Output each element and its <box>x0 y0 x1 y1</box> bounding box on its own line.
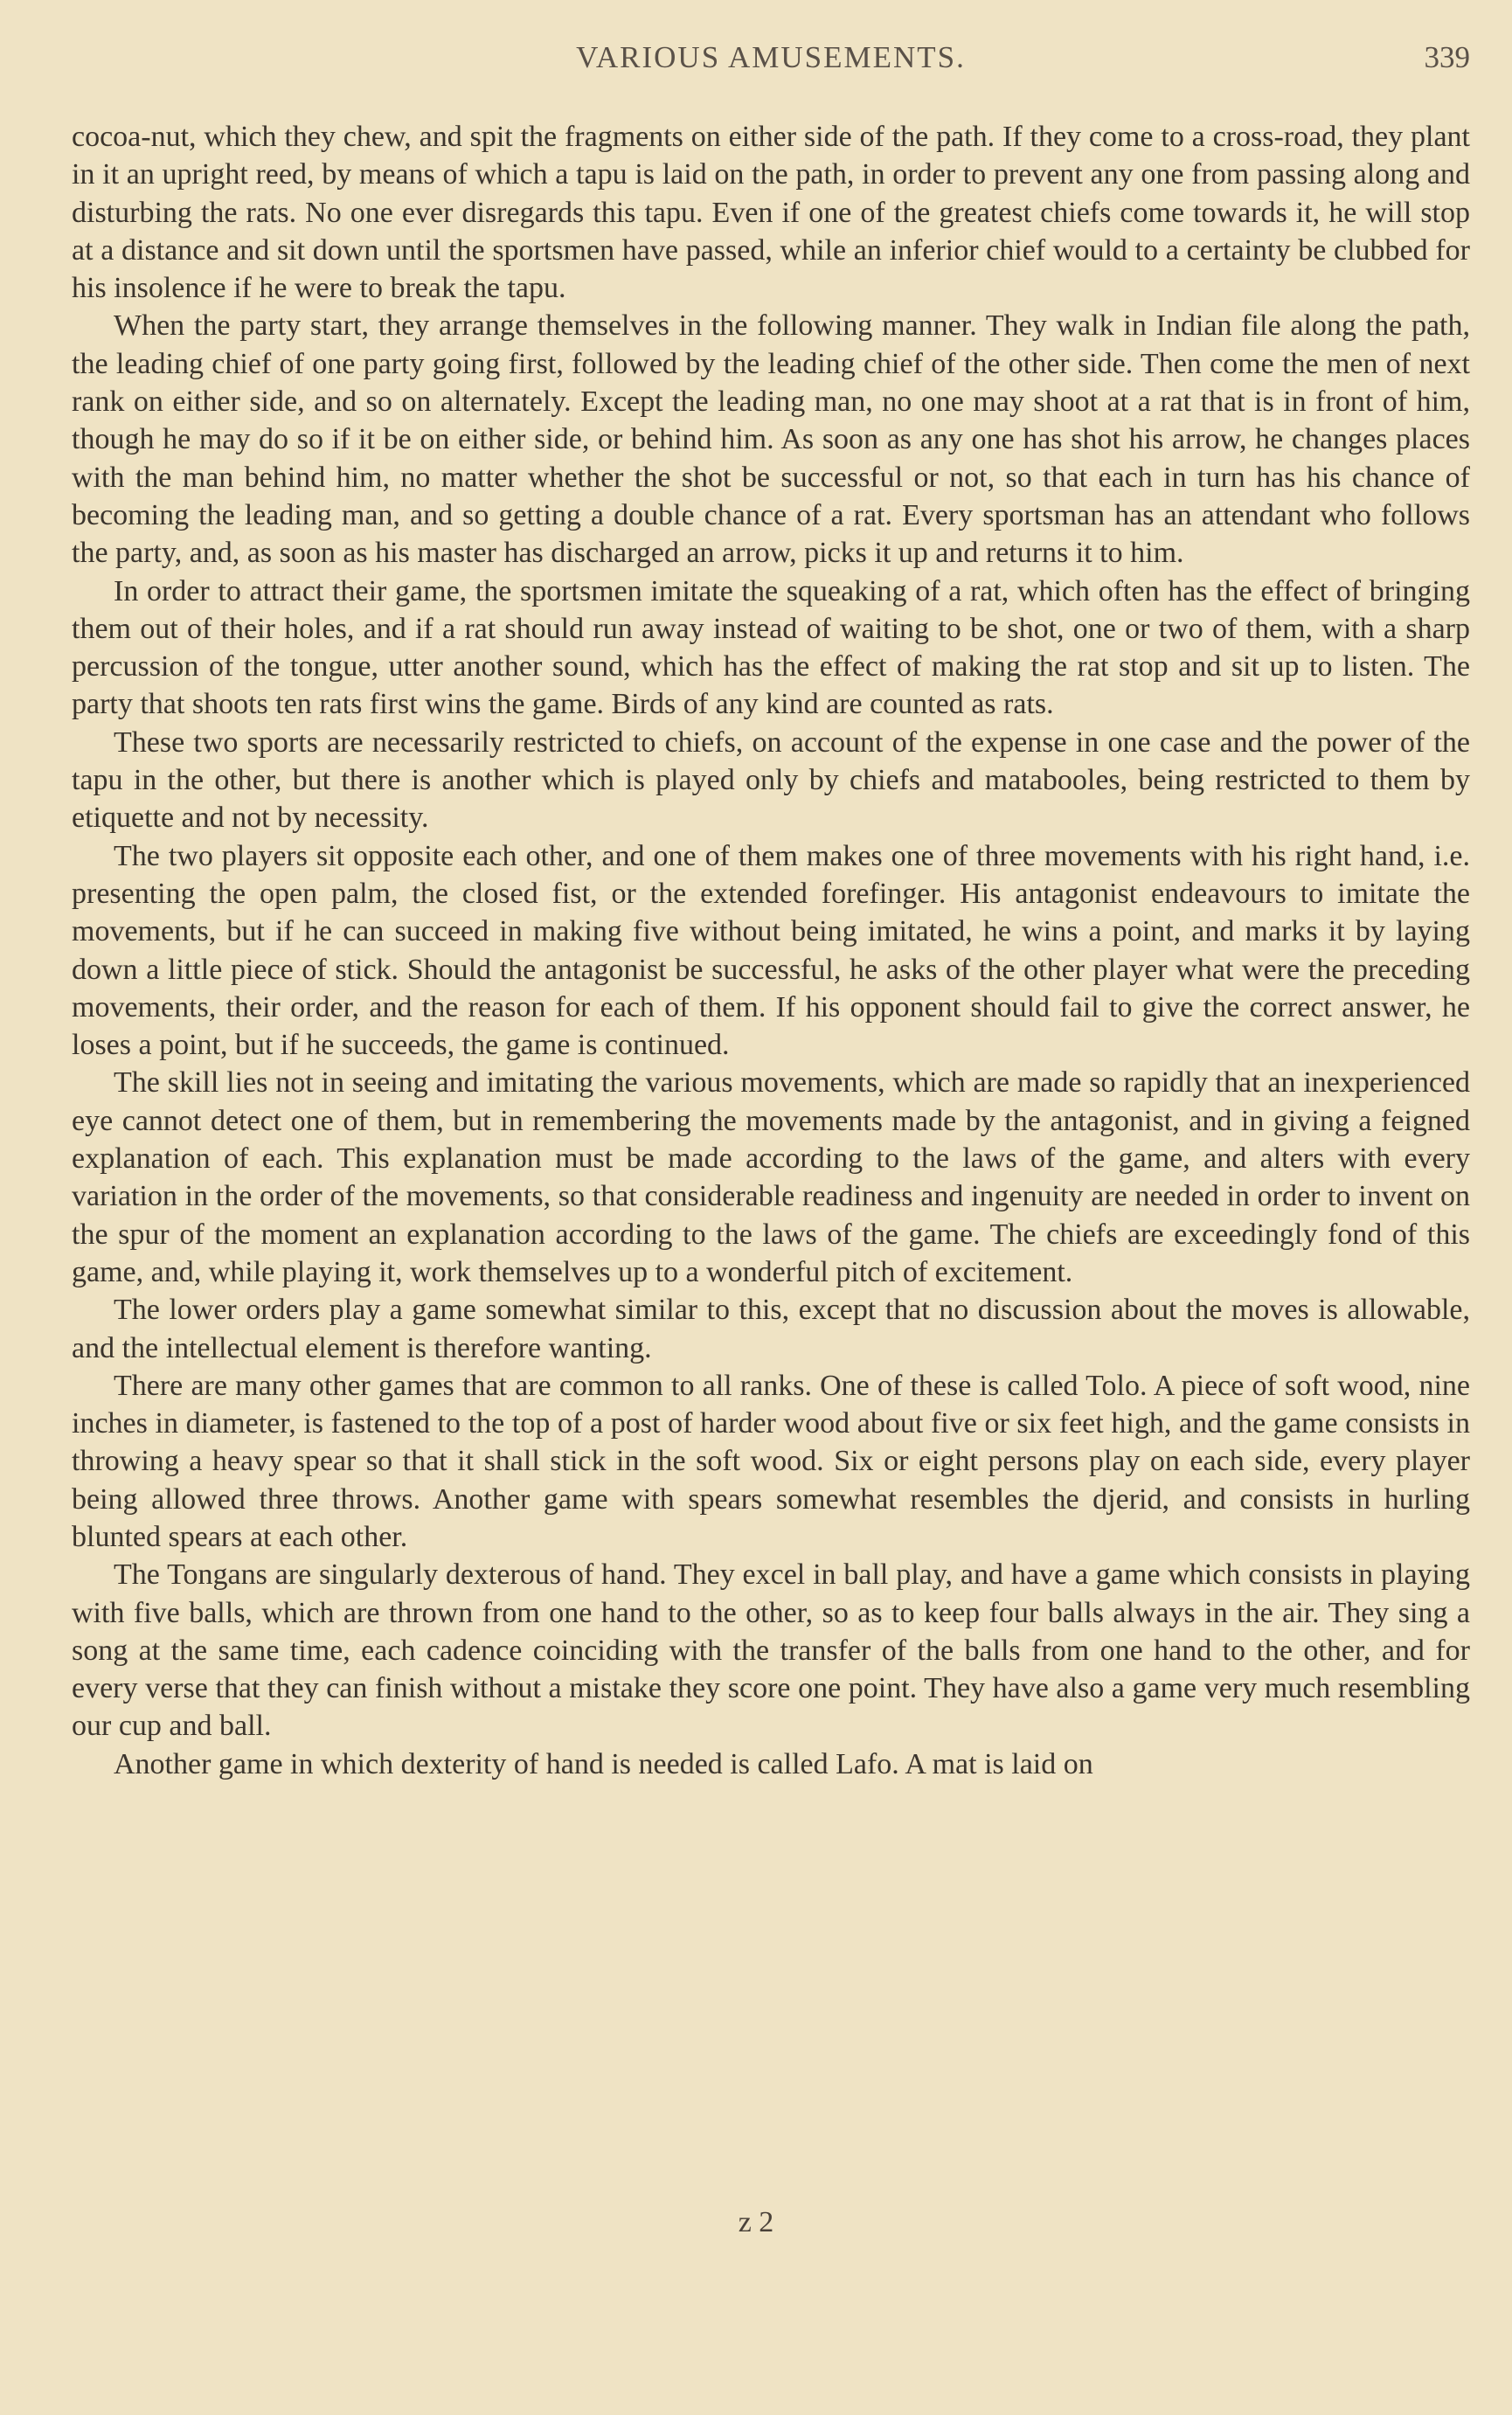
signature-mark: z 2 <box>738 2206 774 2238</box>
paragraph: The lower orders play a game somewhat similar to this, except that no discussion about the moves is allowable, and the intellectual element is therefore wanting. <box>72 1294 1470 1364</box>
running-head: VARIOUS AMUSEMENTS. <box>576 40 966 74</box>
paragraph: The Tongans are singularly dexterous of hand. They excel in ball play, and have a game which consists in playing with five balls, which are thrown from one hand to the other, so as to keep four balls always in the air. They sing a song at the same time, each cadence coinciding with the transfer of the balls from one hand to the other, and for every verse that they can finish without a mistake they score one point. They have also a game very much resembling our cup and ball. <box>72 1558 1470 1743</box>
paragraph: There are many other games that are common to all ranks. One of these is called Tolo. A piece of soft wood, nine inches in diameter, is fastened to the top of a post of harder wood about five or six feet high, and the game consists in throwing a heavy spear so that it shall stick in the soft wood. Six or eight persons play on each side, every player being allowed three throws. Another game with spears somewhat resembles the djerid, and consists in hurling blunted spears at each other. <box>72 1369 1470 1553</box>
paragraph: In order to attract their game, the sportsmen imitate the squeaking of a rat, which often has the effect of bringing them out of their holes, and if a rat should run away instead of waiting to be shot, one or two of them, with a sharp percussion of the tongue, utter another sound, which has the effect of making the rat stop and sit up to listen. The party that shoots ten rats first wins the game. Birds of any kind are counted as rats. <box>72 574 1470 721</box>
page-number: 339 <box>1424 40 1470 74</box>
paragraph-continues: Another game in which dexterity of hand is needed is called Lafo. A mat is laid on <box>114 1747 1093 1780</box>
paragraph: The skill lies not in seeing and imitating the various movements, which are made so rapidly that an inexperienced eye cannot detect one of them, but in remembering the movements made by the antagonist, and in giving a feigned explanation of each. This explanation must be made according to the laws of the game, and alters with every variation in the order of the movements, so that considerable readiness and ingenuity are needed in order to invent on the spur of the moment an explanation according to the laws of the game. The chiefs are exceedingly fond of this game, and, while playing it, work themselves up to a wonderful pitch of excitement. <box>72 1066 1470 1288</box>
page-header <box>72 40 1470 84</box>
body-text <box>72 118 1470 1783</box>
paragraph-continued: cocoa-nut, which they chew, and spit the fragments on either side of the path. If they come to a cross-road, they plant in it an upright reed, by means of which a tapu is laid on the path, in order to prevent any one from passing along and disturbing the rats. No one ever disregards this tapu. Even if one of the greatest chiefs come towards it, he will stop at a distance and sit down until the sportsmen have passed, while an inferior chief would to a certainty be clubbed for his insolence if he were to break the tapu. <box>72 121 1470 305</box>
paragraph: These two sports are necessarily restricted to chiefs, on account of the expense in one case and the power of the tapu in the other, but there is another which is played only by chiefs and matabooles, being restricted to them by etiquette and not by necessity. <box>72 725 1470 835</box>
paragraph: When the party start, they arrange themselves in the following manner. They walk in Indian file along the path, the leading chief of one party going first, followed by the leading chief of the other side. Then come the men of next rank on either side, and so on alternately. Except the leading man, no one may shoot at a rat that is in front of him, though he may do so if it be on either side, or behind him. As soon as any one has shot his arrow, he changes places with the man behind him, no matter whether the shot be successful or not, so that each in turn has his chance of becoming the leading man, and so getting a double chance of a rat. Every sportsman has an attendant who follows the party, and, as soon as his master has discharged an arrow, picks it up and returns it to him. <box>72 309 1470 570</box>
paragraph: The two players sit opposite each other, and one of them makes one of three movements with his right hand, i.e. presenting the open palm, the closed fist, or the extended forefinger. His antagonist endeavours to imitate the movements, but if he can succeed in making five without being imitated, he wins a point, and marks it by laying down a little piece of stick. Should the antagonist be successful, he asks of the other player what were the preceding movements, their order, and the reason for each of them. If his opponent should fail to give the correct answer, he loses a point, but if he succeeds, the game is continued. <box>72 839 1470 1062</box>
